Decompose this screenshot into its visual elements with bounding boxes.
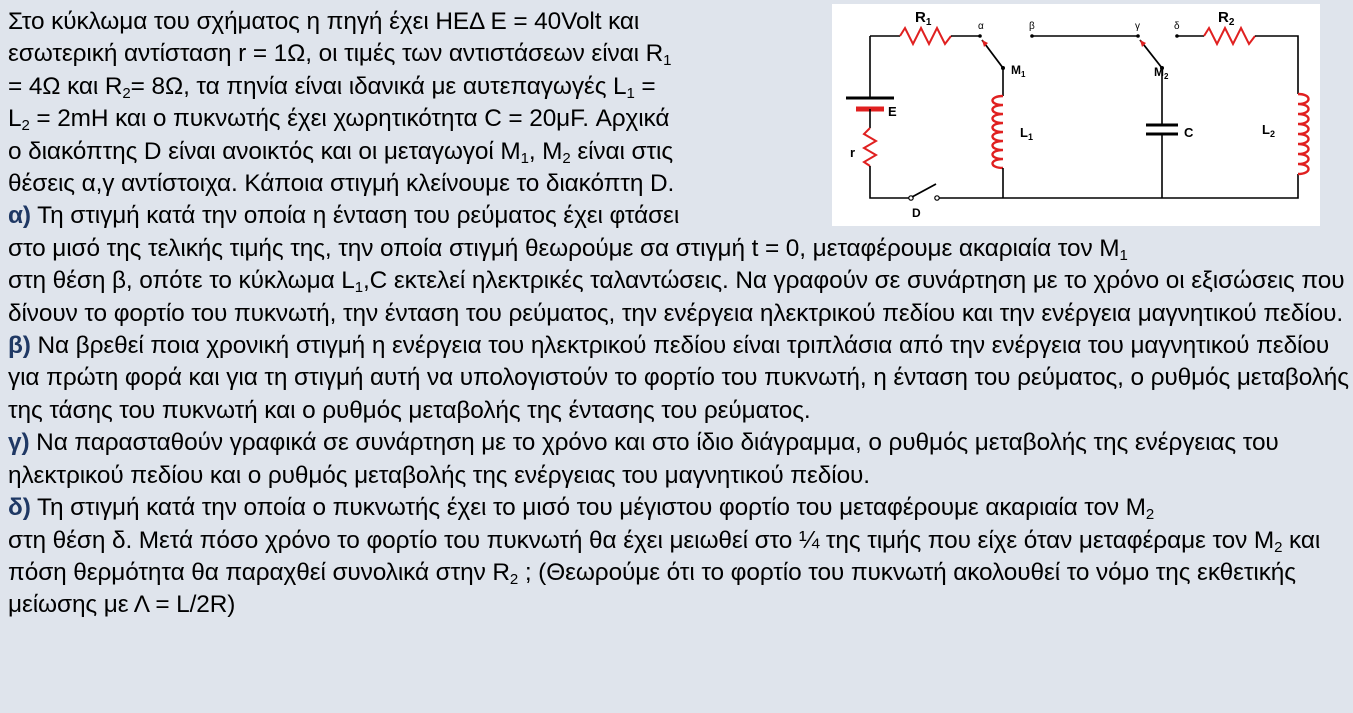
- switch-contact-gamma: [1136, 34, 1140, 38]
- wire: [1255, 36, 1298, 94]
- label-l2: $L_2$: [1262, 122, 1275, 139]
- part-d: [8, 492, 1351, 622]
- part-c-label: γ): [8, 429, 30, 457]
- subscript: 1: [354, 279, 363, 297]
- label-sub: 1: [1027, 132, 1033, 142]
- intro-line-1: Στο κύκλωμα του σχήματος η πηγή έχει ΗΕΔ Ε = 40Volt και: [8, 8, 640, 35]
- subscript: 1: [520, 149, 529, 167]
- intro-line-4: $L_2 = 2mH$ και ο πυκνωτής έχει χωρητικότητα C = 20μF. Αρχικά: [8, 105, 670, 135]
- label-c: C: [1184, 125, 1194, 140]
- label-sub: 2: [1228, 17, 1235, 28]
- label-l1: $L_1$: [1020, 125, 1033, 142]
- intro-line-6: θέσεις α,γ αντίστοιχα. Κάποια στιγμή κλείνουμε το διακόπτη D.: [8, 170, 675, 198]
- part-a-text: ,C εκτελεί ηλεκτρικές ταλαντώσεις. Να γραφούν σε συνάρτηση με το χρόνο οι εξισώσεις που δίνουν το φορτίο του πυκνωτή, την ένταση του ρεύματος, την ενέργεια ηλεκτρικού πεδίου και την ενέργεια μαγνητικού πεδίου.: [8, 267, 1345, 327]
- label-sub: 2: [1164, 72, 1169, 81]
- intro-line-2: εσωτερική αντίσταση r = 1Ω, οι τιμές των αντιστάσεων είναι $R_1$: [8, 40, 672, 70]
- subscript: 2: [509, 570, 519, 588]
- wire: [870, 166, 910, 198]
- part-b-text: Να βρεθεί ποια χρονική στιγμή η ενέργεια του ηλεκτρικού πεδίου είναι τριπλάσια από την ενέργεια του μαγνητικού πεδίου για πρώτη φορά και για τη στιγμή αυτή να υπολογιστούν το φορτίο του πυκνωτή, η ένταση του ρεύματος, ο ρυθμός μεταβολής της τάσης του πυκνωτή και ο ρυθμός μεταβολής της έντασης του ρεύματος.: [8, 332, 1349, 424]
- part-a-label: α): [8, 202, 31, 230]
- switch-contact-alpha: [978, 34, 982, 38]
- wire: [939, 174, 1298, 198]
- label-sub: 1: [1021, 70, 1026, 79]
- label-gamma: γ: [1135, 21, 1140, 32]
- label-d: D: [912, 206, 921, 220]
- part-b-label: β): [8, 332, 31, 360]
- inductor-l1: [993, 96, 1004, 168]
- part-c-text: Να παρασταθούν γραφικά σε συνάρτηση με το χρόνο και στο ίδιο διάγραμμα, ο ρυθμός μεταβολής της ενέργειας του ηλεκτρικού πεδίου και ο ρυθμός μεταβολής της ενέργειας του μαγνητικού πεδίου.: [8, 429, 1279, 489]
- inductor-l2: [1298, 94, 1309, 174]
- label-e: E: [888, 104, 897, 119]
- part-a-text: στο μισό της τελικής τιμής της, την οποία στιγμή θεωρούμε σα στιγμή t = 0, μεταφέρουμε ακαριαία τον Μ: [8, 234, 1120, 262]
- label-m1: $M_1$: [1011, 63, 1026, 79]
- label-delta: δ: [1174, 21, 1180, 32]
- label-alpha: α: [978, 21, 984, 32]
- intro-line-3: = 4Ω και $R_2= 8\Omega$, τα πηνία είναι ιδανικά με αυτεπαγωγές $L_1$ =: [8, 72, 656, 102]
- subscript: 2: [122, 84, 131, 102]
- circuit-diagram: [832, 4, 1320, 226]
- label-sub: 1: [925, 17, 932, 28]
- intro-line-5: ο διακόπτης D είναι ανοικτός και οι μεταγωγοί $M_1$, $M_2$ είναι στις: [8, 137, 673, 167]
- part-a-text: Τη στιγμή κατά την οποία η ένταση του ρεύματος έχει φτάσει: [30, 202, 680, 230]
- resistor-r1: [900, 28, 951, 44]
- part-b: [8, 330, 1351, 427]
- label-r2: $R_2$: [1218, 9, 1235, 28]
- part-d-label: δ): [8, 494, 31, 522]
- subscript: 2: [1274, 538, 1283, 556]
- subscript: 1: [1119, 246, 1128, 264]
- resistor-r2: [1204, 28, 1255, 44]
- subscript: 1: [626, 84, 635, 102]
- subscript: 2: [562, 149, 571, 167]
- part-c: [8, 427, 1351, 492]
- switch-d-blade: [912, 184, 936, 197]
- subscript: 2: [21, 117, 30, 135]
- part-a-text: στη θέση β, οπότε το κύκλωμα L: [8, 267, 355, 295]
- label-sub: 2: [1269, 129, 1275, 139]
- label-r: r: [850, 145, 856, 160]
- resistor-r: [864, 128, 876, 166]
- label-m2: $M_2$: [1154, 65, 1169, 81]
- part-d-text: Τη στιγμή κατά την οποία ο πυκνωτής έχει το μισό του μέγιστου φορτίο του μεταφέρουμε ακαριαία τον Μ: [30, 494, 1146, 522]
- subscript: 2: [1145, 506, 1155, 524]
- part-d-text: και πόση θερμότητα θα παραχθεί συνολικά στην R: [8, 526, 1321, 586]
- label-beta: β: [1029, 21, 1035, 32]
- part-d-text: στη θέση δ. Μετά πόσο χρόνο το φορτίο του πυκνωτή θα έχει μειωθεί στο ¼ της τιμής που είχε όταν μεταφέραμε τον Μ: [8, 526, 1275, 554]
- label-r1: $R_1$: [915, 9, 932, 28]
- subscript: 1: [663, 52, 672, 70]
- switch-d-contact: [935, 196, 939, 200]
- part-d-text: ; (Θεωρούμε ότι το φορτίο του πυκνωτή ακολουθεί το νόμο της εκθετικής μείωσης με Λ = L/2R): [8, 558, 1296, 619]
- problem-intro: [8, 6, 823, 200]
